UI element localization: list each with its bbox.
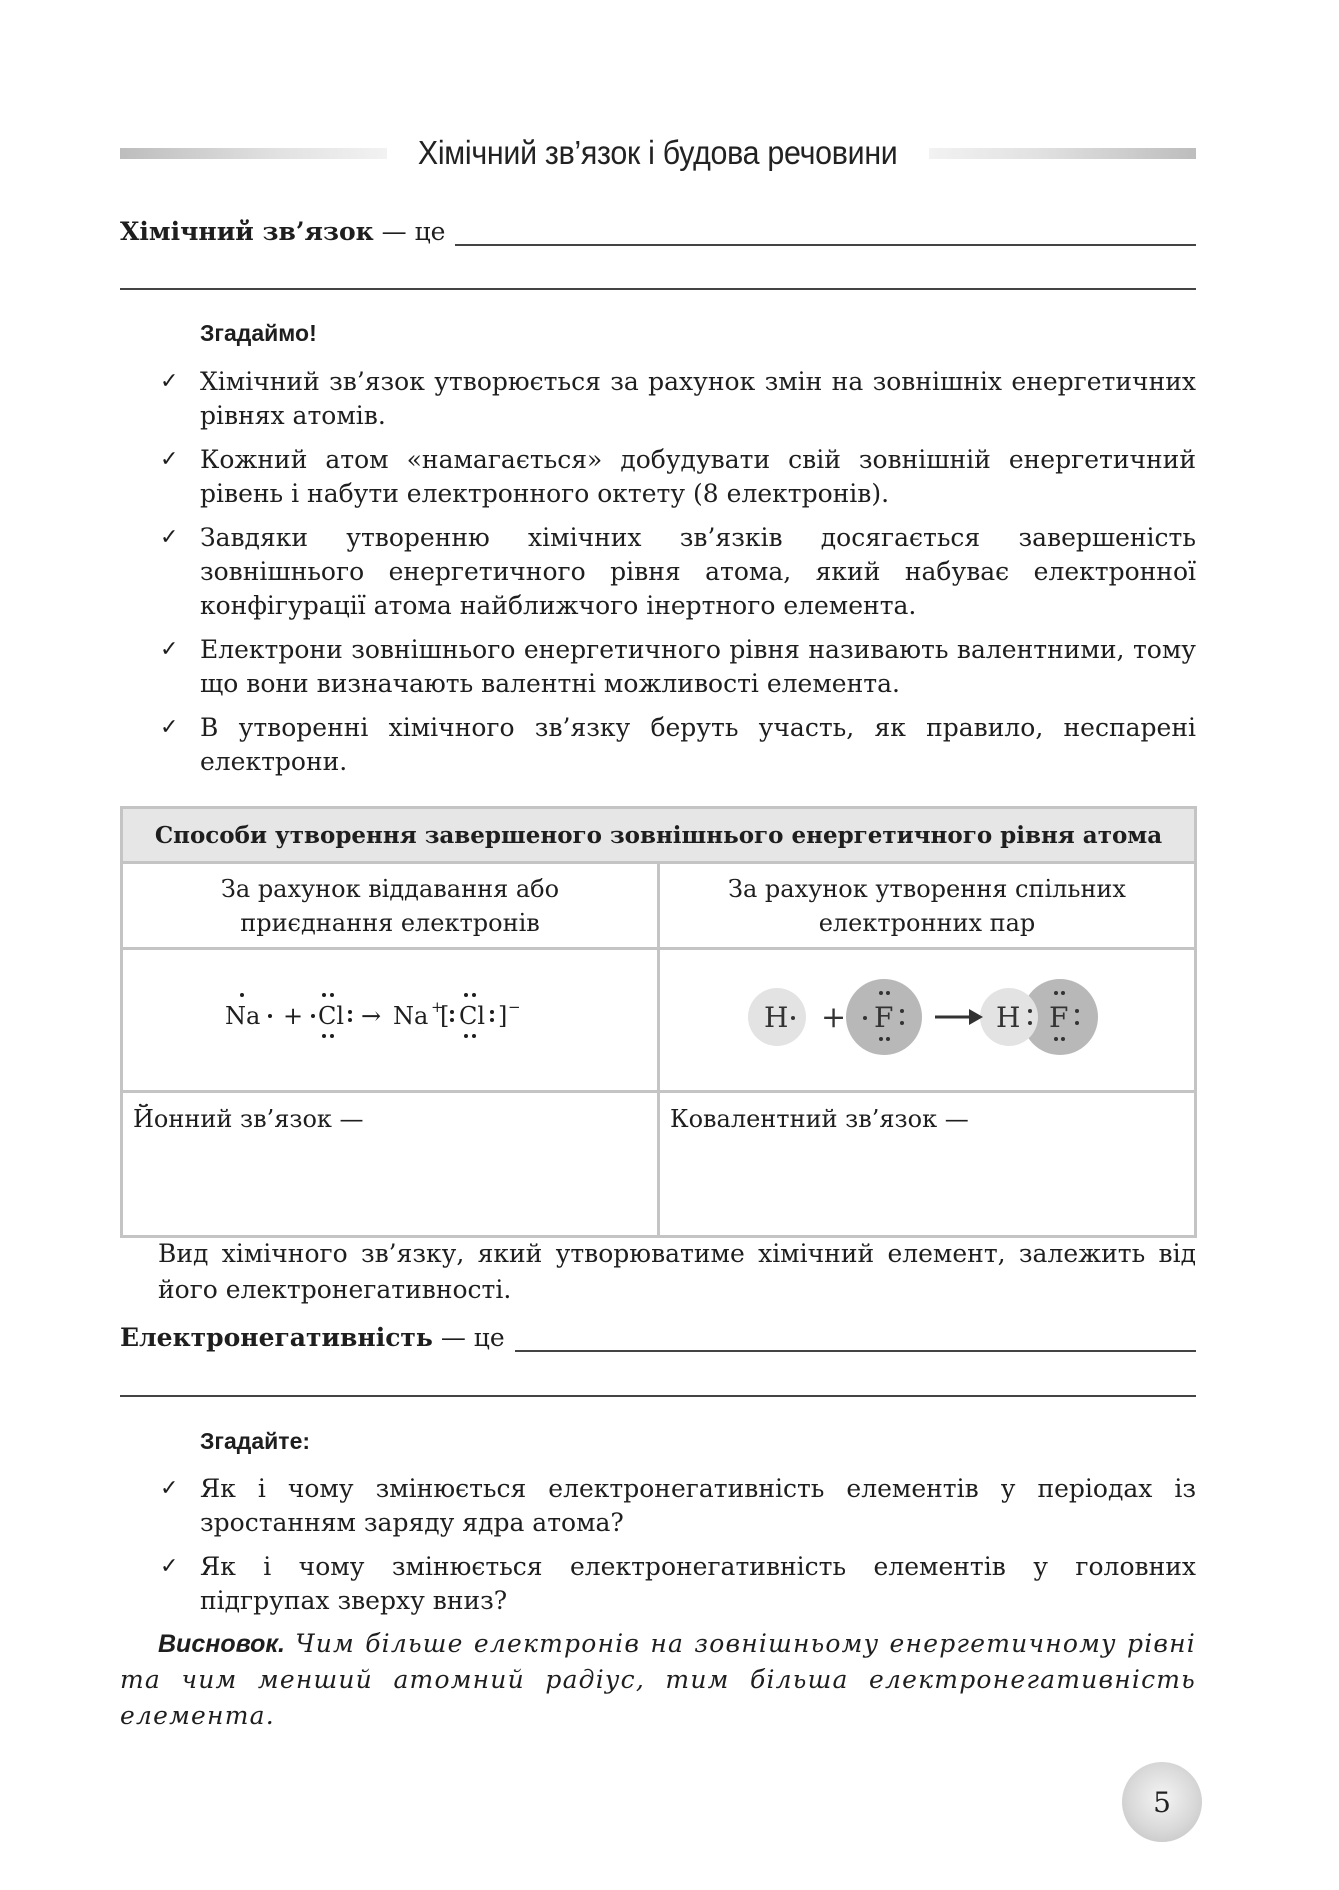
check-icon: ✓ [160, 1476, 179, 1501]
list-item: ✓ Хімічний зв’язок утворюється за рахунок змін на зовнішніх енергетичних рівнях атомів. [160, 365, 1196, 433]
svg-text:H: H [996, 1001, 1021, 1034]
check-icon: ✓ [160, 447, 179, 472]
svg-text:F: F [874, 1001, 894, 1034]
check-icon: ✓ [160, 369, 179, 394]
electronegativity-definition [120, 1316, 1196, 1352]
cl-anion: Cl [459, 1002, 486, 1030]
svg-text:F: F [1049, 1001, 1069, 1034]
list-item: ✓ Як і чому змінюється електронегативність елементів у головних підгрупах зверху вниз? [160, 1550, 1196, 1618]
covalent-equation-cell [659, 949, 1196, 1092]
definition-suffix: — це [373, 217, 446, 246]
conclusion [120, 1626, 1196, 1734]
chem-bond-definition [120, 210, 1196, 246]
remember-list [160, 365, 1196, 789]
svg-text:+: + [821, 1000, 847, 1035]
definition-answer-line-2[interactable] [120, 1395, 1196, 1397]
svg-text:]: ] [498, 1002, 508, 1030]
recall-list [160, 1472, 1196, 1628]
definition-suffix: — це [432, 1323, 505, 1352]
list-item: ✓ Кожний атом «намагається» добудувати свій зовнішній енергетичний рівень і набути електронного октету (8 електронів). [160, 443, 1196, 511]
title-decor-bar-right [929, 148, 1196, 159]
arrow: → [361, 1002, 382, 1030]
check-icon: ✓ [160, 715, 179, 740]
definition-term: Електронегативність [120, 1323, 433, 1352]
svg-text:H: H [764, 1001, 789, 1034]
ionic-equation [225, 982, 555, 1052]
title-decor-bar-left [120, 148, 387, 159]
page-number-badge [1122, 1762, 1202, 1842]
column-header-covalent: За рахунок утворення спільних електронних пар [659, 863, 1196, 949]
conclusion-text: Чим більше електронів на зовнішньому енергетичному рівні та чим менший атомний радіус, тим більша електронегативність елемента. [120, 1629, 1196, 1730]
page-number: 5 [1153, 1785, 1171, 1819]
bond-methods-table [120, 806, 1197, 1238]
definition-answer-line-1[interactable] [455, 218, 1196, 246]
check-icon: ✓ [160, 1554, 179, 1579]
table-title: Способи утворення завершеного зовнішнього енергетичного рівня атома [122, 808, 1196, 863]
chapter-title: Хімічний зв’язок і будова речовини [418, 134, 898, 171]
na-atom: Na [225, 1002, 261, 1030]
definition-answer-line-2[interactable] [120, 288, 1196, 290]
conclusion-label: Висновок. [158, 1630, 285, 1658]
column-header-ionic: За рахунок віддавання або приєднання електронів [122, 863, 659, 949]
chapter-title-row [120, 128, 1196, 178]
ionic-bond-answer-cell[interactable]: Йонний зв’язок — [122, 1092, 659, 1237]
definition-term: Хімічний зв’язок [120, 217, 374, 246]
svg-text:[: [ [440, 1002, 450, 1030]
covalent-bond-answer-cell[interactable]: Ковалентний зв’язок — [659, 1092, 1196, 1237]
check-icon: ✓ [160, 637, 179, 662]
list-item: ✓ В утворенні хімічного зв’язку беруть участь, як правило, неспарені електрони. [160, 711, 1196, 779]
plus-sign: + [283, 1002, 304, 1030]
list-item: ✓ Електрони зовнішнього енергетичного рівня називають валентними, тому що вони визначають валентні можливості елемента. [160, 633, 1196, 701]
list-item: ✓ Як і чому змінюється електронегативність елементів у періодах із зростанням заряду ядра атома? [160, 1472, 1196, 1540]
cl-atom: Cl [318, 1002, 345, 1030]
check-icon: ✓ [160, 525, 179, 550]
definition-answer-line-1[interactable] [515, 1324, 1196, 1352]
recall-heading: Згадайте: [200, 1428, 311, 1454]
body-paragraph: Вид хімічного зв’язку, який утворюватиме хімічний елемент, залежить від його електронегативності. [158, 1239, 1196, 1304]
na-cation: Na [393, 1002, 429, 1030]
remember-heading: Згадаймо! [200, 320, 317, 346]
list-item: ✓ Завдяки утворенню хімічних зв’язків досягається завершеність зовнішнього енергетичного рівня атома, який набуває електронної конфігурації атома найближчого інертного елемента. [160, 521, 1196, 623]
covalent-equation [747, 972, 1107, 1062]
ionic-equation-cell [122, 949, 659, 1092]
svg-text:+: + [431, 998, 444, 1016]
svg-text:−: − [508, 998, 521, 1016]
